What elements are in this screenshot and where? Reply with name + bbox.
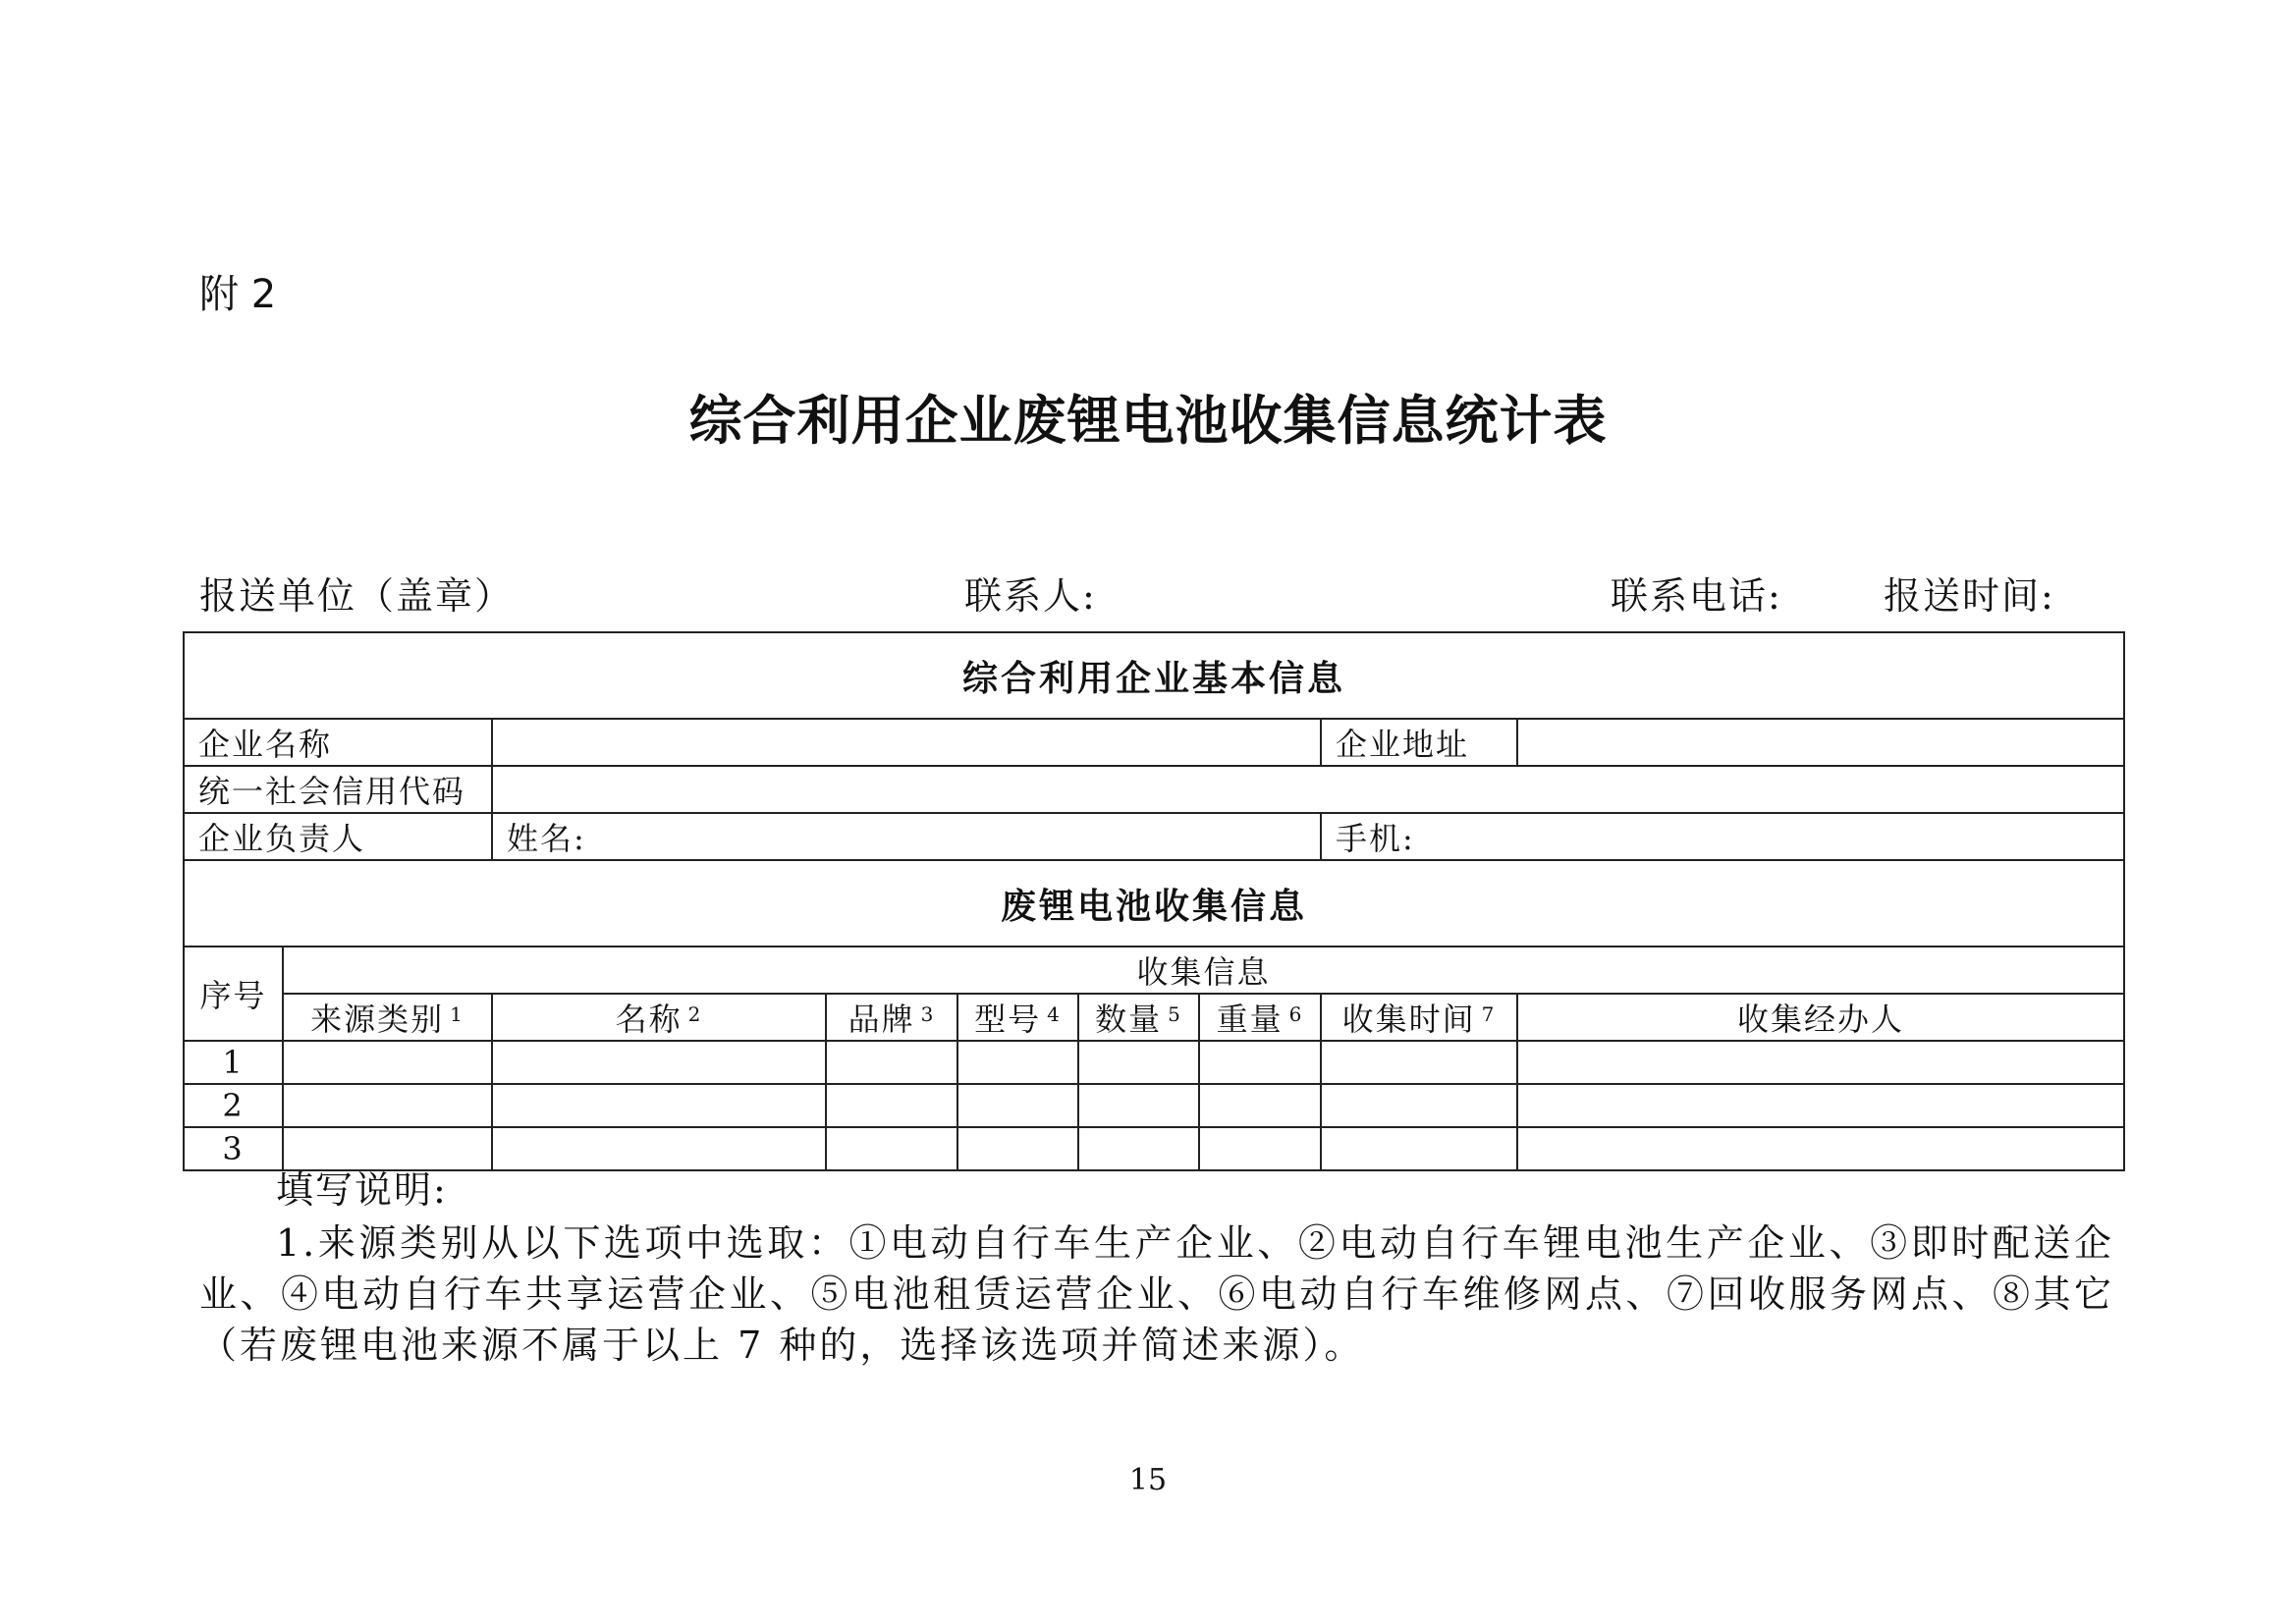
principal-label: 企业负责人 bbox=[184, 813, 492, 860]
column-header-model: 型号 $^4$ bbox=[957, 994, 1078, 1041]
seq-header: 序号 bbox=[184, 947, 283, 1041]
table-cell[interactable] bbox=[1078, 1041, 1199, 1084]
annex-label: 附 2 bbox=[199, 272, 277, 317]
statistics-table bbox=[183, 631, 2125, 1171]
table-cell[interactable] bbox=[826, 1041, 957, 1084]
table-row bbox=[184, 1041, 2124, 1084]
table-cell[interactable] bbox=[957, 1041, 1078, 1084]
page-number: 15 bbox=[1128, 1463, 1168, 1497]
table-cell[interactable] bbox=[1517, 1041, 2124, 1084]
principal-mobile-field[interactable]: 手机: bbox=[1321, 813, 2124, 860]
column-header-source-type: 来源类别 $^1$ bbox=[283, 994, 492, 1041]
credit-code-field[interactable] bbox=[492, 766, 2124, 813]
row-number: 3 bbox=[184, 1127, 283, 1170]
company-address-label: 企业地址 bbox=[1321, 719, 1517, 766]
column-header-handler: 收集经办人 bbox=[1517, 994, 2124, 1041]
table-cell[interactable] bbox=[826, 1084, 957, 1127]
table-cell[interactable] bbox=[1321, 1084, 1517, 1127]
column-header-name: 名称 $^2$ bbox=[492, 994, 826, 1041]
table-cell[interactable] bbox=[957, 1084, 1078, 1127]
table-cell[interactable] bbox=[1199, 1084, 1321, 1127]
company-name-label: 企业名称 bbox=[184, 719, 492, 766]
row-number: 2 bbox=[184, 1084, 283, 1127]
table-cell[interactable] bbox=[1078, 1084, 1199, 1127]
report-time-label: 报送时间: bbox=[1884, 574, 2055, 618]
basic-info-section-title: 综合利用企业基本信息 bbox=[184, 632, 2124, 719]
column-header-weight: 重量 $^6$ bbox=[1199, 994, 1321, 1041]
table-cell[interactable] bbox=[492, 1041, 826, 1084]
credit-code-label: 统一社会信用代码 bbox=[184, 766, 492, 813]
instructions-item-1: 1.来源类别从以下选项中选取：①电动自行车生产企业、②电动自行车锂电池生产企业、③即时配送企业、④电动自行车共享运营企业、⑤电池租赁运营企业、⑥电动自行车维修网点、⑦回收服务网点、⑧其它（若废锂电池来源不属于以上 7 种的，选择该选项并简述来源）。 bbox=[199, 1221, 2114, 1367]
instructions-heading: 填写说明: bbox=[276, 1168, 448, 1212]
principal-name-field[interactable]: 姓名: bbox=[492, 813, 1321, 860]
column-header-collection-time: 收集时间 $^7$ bbox=[1321, 994, 1517, 1041]
collection-info-section-title: 废锂电池收集信息 bbox=[184, 860, 2124, 947]
collection-group-header: 收集信息 bbox=[283, 947, 2124, 994]
company-name-field[interactable] bbox=[492, 719, 1321, 766]
table-cell[interactable] bbox=[1321, 1041, 1517, 1084]
company-address-field[interactable] bbox=[1517, 719, 2124, 766]
row-number: 1 bbox=[184, 1041, 283, 1084]
table-cell[interactable] bbox=[1517, 1084, 2124, 1127]
table-row bbox=[184, 1084, 2124, 1127]
contact-person-label: 联系人: bbox=[964, 574, 1097, 618]
page-title: 综合利用企业废锂电池收集信息统计表 bbox=[688, 390, 1608, 452]
column-header-brand: 品牌 $^3$ bbox=[826, 994, 957, 1041]
table-cell[interactable] bbox=[283, 1041, 492, 1084]
reporting-unit-label: 报送单位（盖章） bbox=[199, 574, 515, 618]
table-cell[interactable] bbox=[492, 1084, 826, 1127]
contact-phone-label: 联系电话: bbox=[1611, 574, 1782, 618]
table-cell[interactable] bbox=[283, 1084, 492, 1127]
column-header-quantity: 数量 $^5$ bbox=[1078, 994, 1199, 1041]
filling-instructions bbox=[199, 1164, 2114, 1371]
table-cell[interactable] bbox=[1199, 1041, 1321, 1084]
